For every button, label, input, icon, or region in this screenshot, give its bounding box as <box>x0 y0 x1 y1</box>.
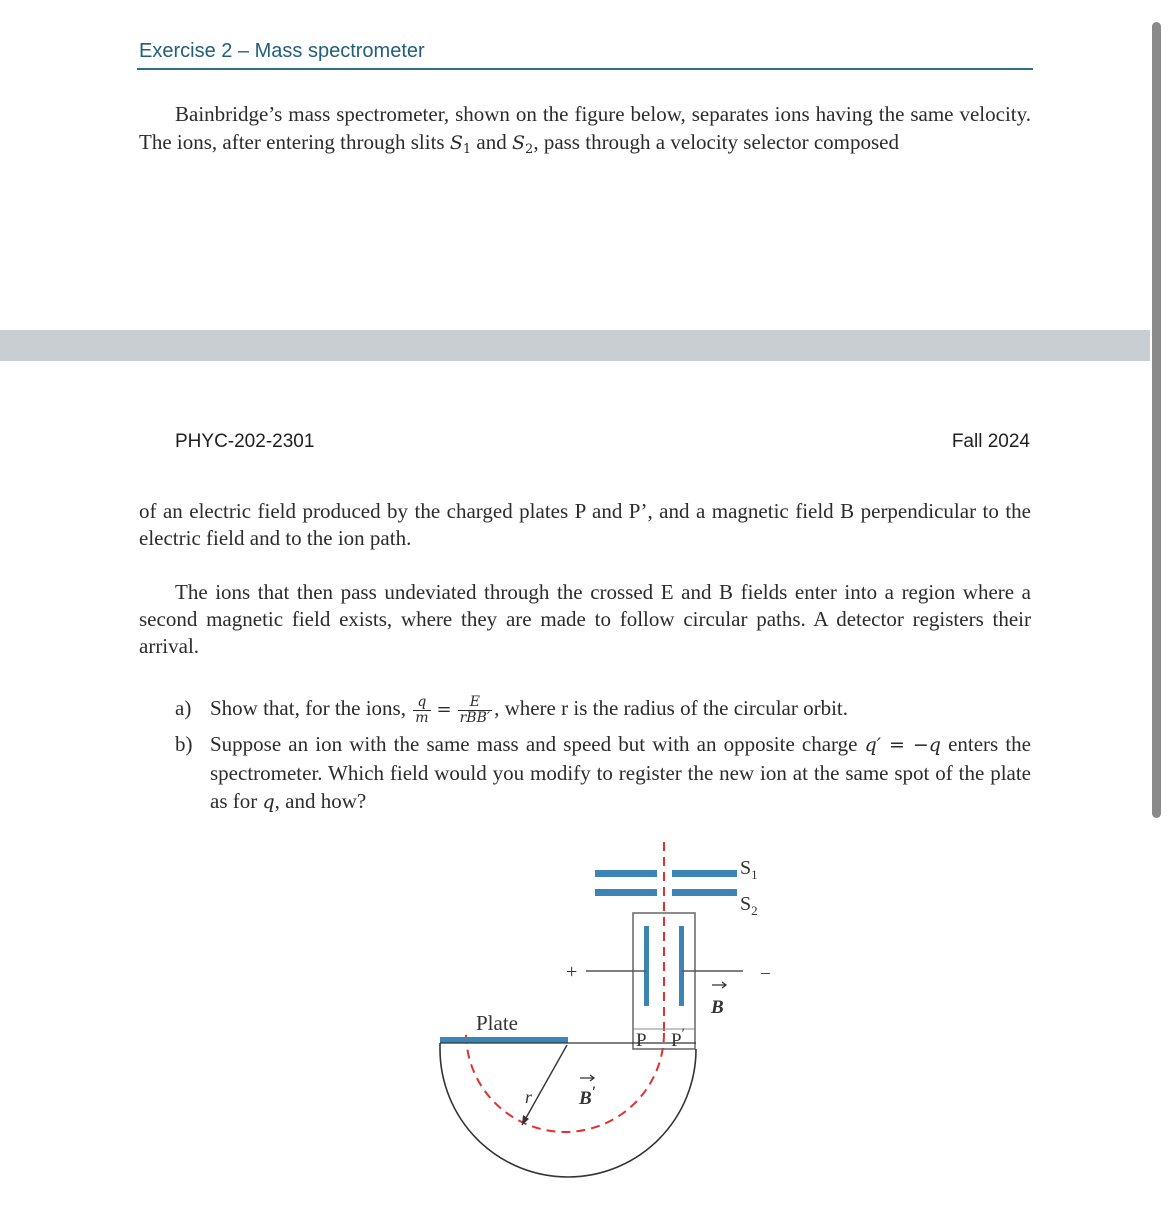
vector-arrow-b <box>712 982 726 988</box>
label-s2: $S_2$ <box>740 893 758 918</box>
question-b-body: Suppose an ion with the same mass and speed but with an opposite charge q′ = −q enters the spectrometer. Which field would you modify to register the new ion at the same spot of the plate as for q, and how? <box>210 732 1032 813</box>
slit1-symbol: $S_1$ <box>449 132 472 157</box>
page-separator <box>0 330 1170 361</box>
intro-text-1: Bainbridge’s mass spectrometer, shown on the figure below, separates ions having the same velocity. The ions, after entering through slits <box>139 102 1031 154</box>
plate-p <box>644 926 649 1006</box>
question-a-body: Show that, for the ions, $\frac{q}{m}$ = $\frac{E}{\text{rBB′}}$ , where r is the radius of the circular orbit. <box>210 693 849 726</box>
label-s1: $S_1$ <box>740 857 758 882</box>
question-b-marker: b) <box>175 732 193 756</box>
course-code: PHYC-202-2301 <box>175 431 315 452</box>
detector-plate <box>440 1037 568 1043</box>
fraction-q-over-m: $\frac{q}{m}$ <box>415 693 429 726</box>
semester: Fall 2024 <box>951 431 1030 452</box>
spectrometer-figure <box>430 838 790 1208</box>
slit2-symbol: $S_2$ <box>512 132 534 157</box>
vector-arrow-b-prime <box>580 1075 594 1081</box>
label-minus: – <box>761 962 770 982</box>
second-paragraph: The ions that then pass undeviated through the crossed E and B fields enter into a region where a second magnetic field exists, where they are made to follow circular paths. A detector registers their arrival. <box>139 580 1031 658</box>
intro-paragraph <box>139 100 1031 164</box>
slit-s2-right-plate <box>672 889 737 896</box>
slit-s1-right-plate <box>672 870 737 877</box>
label-b-prime: B′ <box>579 1084 596 1109</box>
label-r: r <box>525 1087 533 1107</box>
fraction-e-over-rbb: $\frac{E}{\text{rBB′}}$ <box>459 693 491 726</box>
question-a-marker: a) <box>175 696 192 720</box>
intro-and: and <box>471 130 512 154</box>
title-rule <box>137 68 1033 70</box>
charge-q-math: q <box>262 791 275 813</box>
continued-paragraph: of an electric field produced by the charged plates P and P’, and a magnetic field B perpendicular to the electric field and to the ion path. <box>139 499 1031 550</box>
slit-s2-left-plate <box>595 889 657 896</box>
scrollbar-thumb[interactable] <box>1152 22 1161 818</box>
label-p: P <box>636 1030 647 1051</box>
plate-p-prime <box>679 926 684 1006</box>
slit-s1-left-plate <box>595 870 657 877</box>
intro-text-2: , pass through a velocity selector composed <box>533 130 899 154</box>
label-plate: Plate <box>476 1011 518 1035</box>
radius-line <box>522 1045 567 1125</box>
section-title: Exercise 2 – Mass spectrometer <box>139 40 425 62</box>
label-p-prime: P′ <box>671 1026 685 1051</box>
opposite-charge-math: q′ = −q <box>864 734 941 756</box>
label-plus: + <box>566 961 578 983</box>
semicircle-chamber <box>440 1043 696 1177</box>
label-b: B <box>711 997 724 1018</box>
